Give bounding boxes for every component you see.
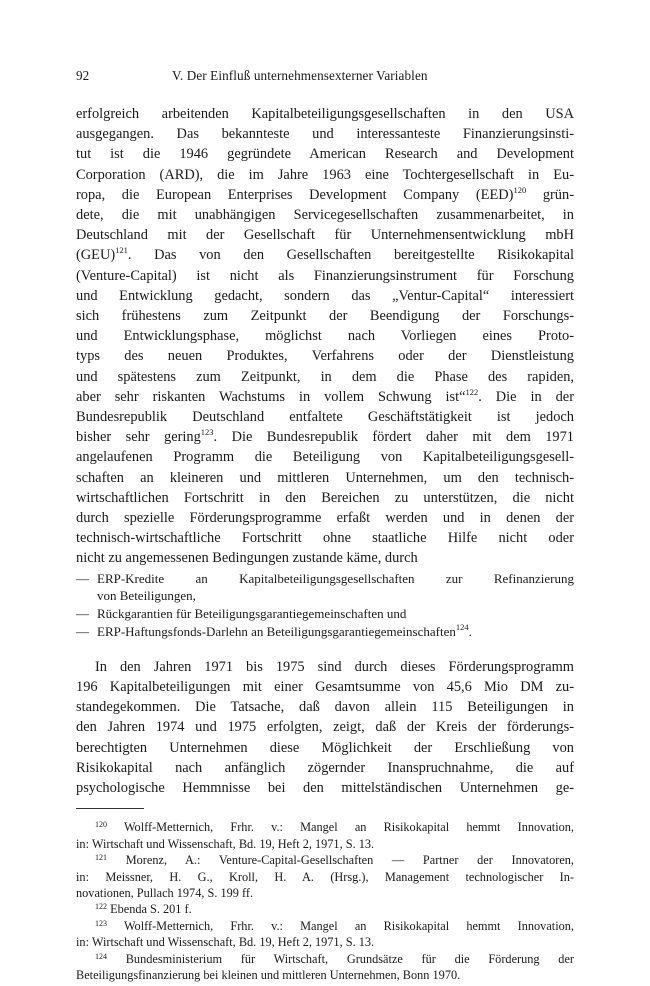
text-line: schaften an kleineren und mittleren Unternehmen, um den technisch- xyxy=(76,469,574,486)
text-line: aber sehr riskanten Wachstums in vollem Schwung ist“$^{122}$. Die in der xyxy=(76,386,574,405)
bullet-dash: — xyxy=(76,606,89,622)
footnote-number: 122 xyxy=(95,902,107,912)
footnote-line: $^{122}$ Ebenda S. 201 f. xyxy=(95,902,192,917)
text-line: ERP-Kredite an Kapitalbeteiligungsgesellschaften zur Refinanzierung xyxy=(97,570,574,586)
text-line: (GEU)$^{121}$. Das von den Gesellschaften bereitgestellte Risikokapital xyxy=(76,245,574,264)
text-line: technisch-wirtschaftliche Fortschritt ohne staatliche Hilfe nicht oder xyxy=(76,530,574,547)
text-line: 196 Kapitalbeteiligungen mit einer Gesamtsumme von 45,6 Mio DM zu- xyxy=(76,679,574,696)
footnote-ref: 124 xyxy=(455,622,469,633)
footnote-line: novationen, Pullach 1974, S. 199 ff. xyxy=(76,885,254,900)
footnote-line: in: Wirtschaft und Wissenschaft, Bd. 19, Heft 2, 1971, S. 13. xyxy=(76,935,375,950)
bullet-dash: — xyxy=(76,624,89,640)
text-line: ERP-Haftungsfonds-Darlehn an Beteiligungsgarantiegemeinschaften$^{124}$. xyxy=(97,622,472,640)
footnote-number: 123 xyxy=(95,918,107,928)
footnote-number: 120 xyxy=(95,820,107,830)
bullet-dash: — xyxy=(76,570,89,586)
footnote-ref: 122 xyxy=(465,386,479,397)
bullet-item xyxy=(76,623,574,641)
text-line: von Beteiligungen, xyxy=(97,588,196,604)
page-number: 92 xyxy=(76,68,90,83)
footnotes xyxy=(76,819,574,983)
footnote-ref: 120 xyxy=(513,184,527,195)
footnote xyxy=(76,918,574,951)
text-line: und spätestens zum Zeitpunkt, in dem die Phase des rapiden, xyxy=(76,368,574,385)
footnote-line: Beteiligungsfinanzierung bei kleinen und mittleren Unternehmen, Bonn 1970. xyxy=(76,967,461,982)
footnote-number: 124 xyxy=(95,951,107,961)
footnote xyxy=(76,819,574,852)
text-line: tut ist die 1946 gegründete American Research and Development xyxy=(76,146,574,163)
text-line: (Venture-Capital) ist nicht als Finanzierungsinstrument für Forschung xyxy=(76,267,574,284)
footnote xyxy=(76,852,574,901)
text-line: sich frühestens zum Zeitpunkt der Beendigung der Forschungs- xyxy=(76,308,574,325)
footnote-line: $^{121}$ Morenz, A.: Venture-Capital-Gesellschaften — Partner der Innovatoren, xyxy=(95,853,574,868)
text-line: den Jahren 1974 und 1975 erfolgten, zeigt, daß der Kreis der förderungs- xyxy=(76,719,574,736)
text-line: ausgegangen. Das bekannteste und interessanteste Finanzierungsinsti- xyxy=(76,126,574,143)
text-line: typs des neuen Produktes, Verfahrens oder der Dienstleistung xyxy=(76,348,574,365)
bullet-item xyxy=(76,605,574,623)
footnote-ref: 121 xyxy=(115,245,128,256)
text-line: Risikokapital nach anfänglich zögernder Inanspruchnahme, die auf xyxy=(76,759,574,776)
text-line: bisher sehr gering$^{123}$. Die Bundesrepublik fördert daher mit dem 1971 xyxy=(76,427,574,446)
text-line: berechtigten Unternehmen diese Möglichkeit der Erschließung von xyxy=(76,739,574,756)
book-page xyxy=(76,60,574,983)
running-title: V. Der Einfluß unternehmensexterner Variablen xyxy=(172,68,428,83)
text-line: dete, die mit unabhängigen Servicegesellschaften zusammenarbeitet, in xyxy=(76,207,574,224)
running-header xyxy=(76,60,574,82)
text-line: durch spezielle Förderungsprogramme erfaßt werden und in denen der xyxy=(76,510,574,527)
bullet-list xyxy=(76,570,574,641)
text-line: Rückgarantien für Beteiligungsgarantiegemeinschaften und xyxy=(97,606,407,622)
text-line: standegekommen. Die Tatsache, daß davon allein 115 Beteiligungen in xyxy=(76,699,574,716)
text-line: In den Jahren 1971 bis 1975 sind durch dieses Förderungsprogramm xyxy=(95,658,574,675)
text-line: ropa, die European Enterprises Development Company (EED)$^{120}$ grün- xyxy=(76,184,574,203)
text-line: nicht zu angemessenen Bedingungen zustande käme, durch xyxy=(76,550,418,567)
footnote-line: $^{120}$ Wolff-Metternich, Frhr. v.: Mangel an Risikokapital hemmt Innovation, xyxy=(95,820,574,835)
footnote-number: 121 xyxy=(95,853,107,863)
text-line: psychologische Hemmnisse bei den mittelständischen Unternehmen ge- xyxy=(76,780,574,797)
footnote-line: in: Meissner, H. G., Kroll, H. A. (Hrsg.), Management technologischer In- xyxy=(76,869,574,884)
text-line: und Entwicklung gedacht, sondern das „Ventur-Capital“ interessiert xyxy=(76,287,574,304)
footnote-separator xyxy=(76,808,144,809)
footnote-line: in: Wirtschaft und Wissenschaft, Bd. 19, Heft 2, 1971, S. 13. xyxy=(76,836,375,851)
body-paragraph-2 xyxy=(76,657,574,798)
text-line: erfolgreich arbeitenden Kapitalbeteiligungsgesellschaften in den USA xyxy=(76,106,574,122)
footnote xyxy=(76,951,574,984)
text-line: wirtschaftlichen Fortschritt in den Bereichen zu unterstützen, die nicht xyxy=(76,489,574,506)
body-paragraph-1 xyxy=(76,104,574,569)
bullet-item xyxy=(76,570,574,606)
footnote xyxy=(76,901,574,917)
text-line: Deutschland mit der Gesellschaft für Unternehmensentwicklung mbH xyxy=(76,227,574,244)
footnote-line: $^{123}$ Wolff-Metternich, Frhr. v.: Mangel an Risikokapital hemmt Innovation, xyxy=(95,918,574,933)
text-line: angelaufenen Programm die Beteiligung von Kapitalbeteiligungsgesell- xyxy=(76,449,574,466)
text-line: und Entwicklungsphase, möglichst nach Vorliegen eines Proto- xyxy=(76,328,574,345)
text-line: Bundesrepublik Deutschland entfaltete Geschäftstätigkeit ist jedoch xyxy=(76,409,574,426)
text-line: Corporation (ARD), die im Jahre 1963 eine Tochtergesellschaft in Eu- xyxy=(76,166,574,183)
footnote-ref: 123 xyxy=(200,427,214,438)
footnote-line: $^{124}$ Bundesministerium für Wirtschaft, Grundsätze für die Förderung der xyxy=(95,951,574,966)
